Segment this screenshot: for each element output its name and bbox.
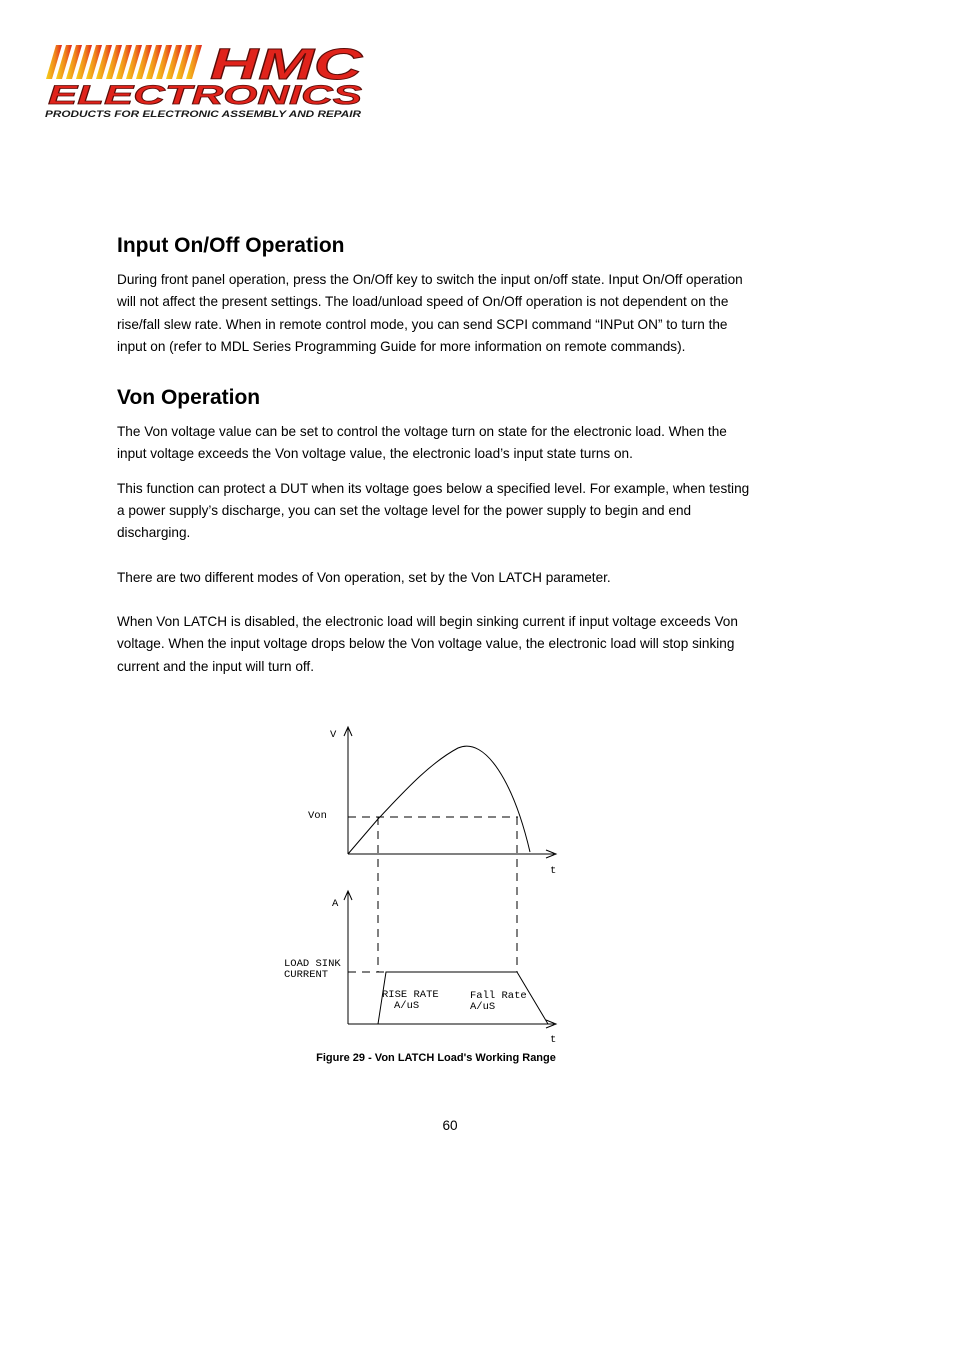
label-rise-units: A/uS bbox=[394, 1000, 420, 1012]
label-von: Von bbox=[308, 810, 327, 822]
label-v-axis: V bbox=[330, 729, 337, 741]
logo-tagline: PRODUCTS FOR ELECTRONIC ASSEMBLY AND REPAIR bbox=[45, 109, 362, 120]
label-fall-rate: Fall Rate bbox=[470, 990, 527, 1002]
figure-caption: Figure 29 - Von LATCH Load's Working Range bbox=[316, 1052, 556, 1064]
von-latch-diagram bbox=[282, 724, 594, 1048]
label-t-bottom: t bbox=[550, 1034, 557, 1046]
label-load-sink: LOAD SINK bbox=[284, 958, 341, 970]
paragraph-von-protect: This function can protect a DUT when its voltage goes below a specified level. For example, when testing a power supply’s discharge, you can set the voltage level for the power supply to begin and end discharging. bbox=[117, 480, 750, 541]
paragraph-von-modes: There are two different modes of Von operation, set by the Von LATCH parameter. bbox=[117, 569, 611, 585]
paragraph-input-onoff: During front panel operation, press the On/Off key to switch the input on/off state. Input On/Off operation will not affect the present settings. The load/unload speed of On/Off operation is not dependent on the rise/fall slew rate. When in remote control mode, you can send SCPI command “INPut ON” to turn the input on (refer to MDL Series Programming Guide for more information on remote commands). bbox=[117, 272, 743, 354]
logo-hmc-text: HMC bbox=[210, 42, 364, 89]
page-content bbox=[117, 232, 757, 690]
logo-electronics-text: ELECTRONICS bbox=[48, 80, 362, 110]
section-heading-von-operation: Von Operation bbox=[117, 386, 261, 410]
label-fall-units: A/uS bbox=[470, 1001, 496, 1013]
label-current: CURRENT bbox=[284, 969, 329, 981]
voltage-curve bbox=[348, 746, 530, 854]
section-heading-input-onoff: Input On/Off Operation bbox=[117, 234, 345, 257]
hmc-electronics-logo bbox=[42, 42, 366, 120]
label-a-axis: A bbox=[332, 898, 339, 910]
paragraph-von-intro: The Von voltage value can be set to control the voltage turn on state for the electronic load. When the input voltage exceeds the Von voltage value, the electronic load’s input state turns on. bbox=[117, 424, 727, 462]
page-number: 60 bbox=[442, 1118, 458, 1133]
label-t-top: t bbox=[550, 865, 557, 877]
paragraph-von-latch-disabled: When Von LATCH is disabled, the electronic load will begin sinking current if input voltage exceeds Von voltage. When the input voltage drops below the Von voltage value, the electronic load will stop sinking current and the input will turn off. bbox=[117, 613, 738, 674]
label-rise-rate: RISE RATE bbox=[382, 989, 439, 1001]
logo-stripes bbox=[46, 45, 202, 79]
